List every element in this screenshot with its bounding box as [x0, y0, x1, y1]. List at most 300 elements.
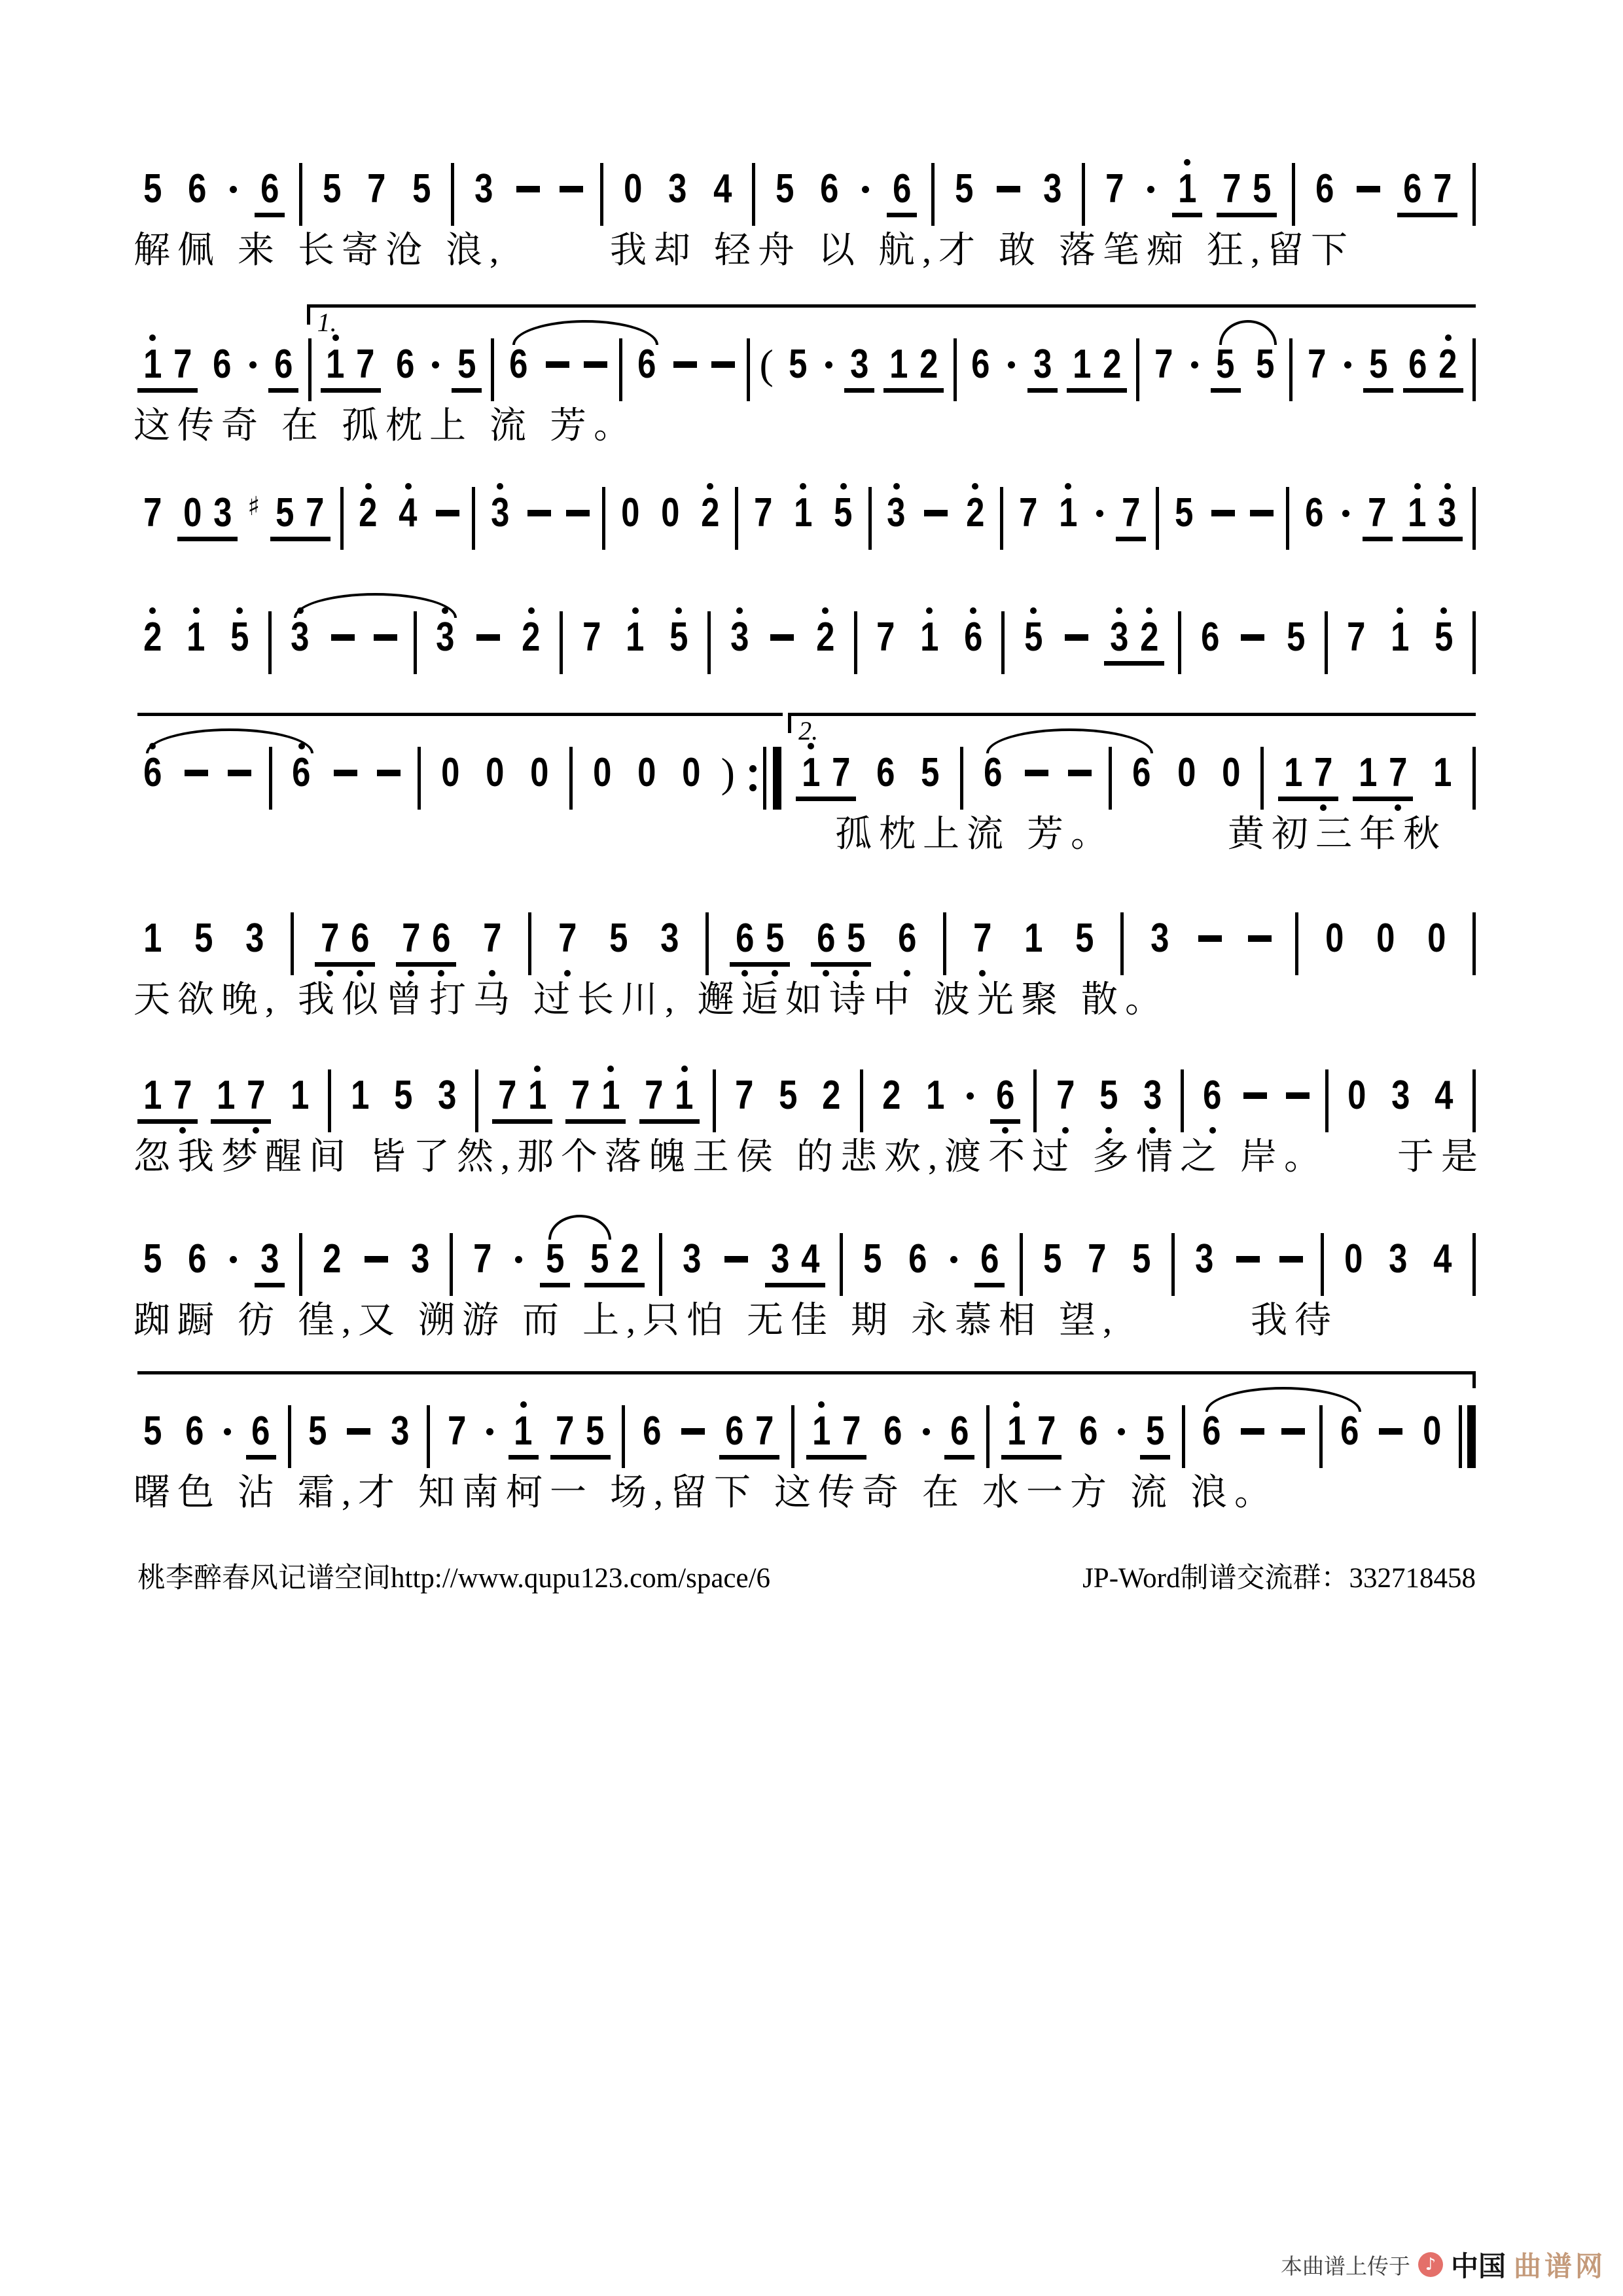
barline	[1136, 329, 1139, 401]
note-number: 1	[812, 1408, 830, 1454]
lyrics-row-6: 天欲晚, 我似曾打马 过长川, 邂逅如诗中 波光聚 散。	[134, 980, 1169, 1020]
octave-dot-below	[1207, 666, 1213, 682]
octave-dot-below	[972, 542, 978, 558]
octave-dot-above	[329, 1224, 335, 1236]
octave-dot-above	[417, 1224, 423, 1236]
note-number: 0	[661, 490, 680, 535]
note-number: 6	[350, 916, 370, 961]
note-digit	[345, 903, 375, 983]
octave-dot-above	[504, 1060, 510, 1072]
octave-dot-above	[979, 903, 986, 915]
octave-dot-above	[643, 738, 650, 749]
duration-dash	[722, 1236, 751, 1283]
octave-dot-above	[194, 154, 200, 166]
beamed-note-group	[730, 903, 790, 983]
beam-underline	[1217, 213, 1247, 217]
volta-1-bracket	[307, 304, 1476, 337]
note-number: 6	[251, 1408, 270, 1454]
beam-underline	[522, 1119, 552, 1124]
beam-underline	[432, 1119, 462, 1124]
note	[1037, 1224, 1067, 1304]
note-number: 5	[1024, 615, 1043, 660]
beamed-note-group	[1217, 154, 1277, 234]
octave-dot-above	[1109, 329, 1115, 341]
note-digit	[435, 738, 465, 817]
note-number: 2	[1140, 615, 1159, 660]
octave-dot-below	[1397, 666, 1403, 682]
barline	[931, 154, 935, 226]
note-number: 0	[1422, 1408, 1441, 1454]
note-digit	[826, 738, 856, 817]
note-number: 5	[669, 615, 688, 660]
note	[1137, 1060, 1168, 1140]
octave-dot-above	[1433, 903, 1440, 915]
note-digit	[654, 903, 685, 983]
note-digit	[246, 1396, 276, 1476]
octave-dot-above	[1320, 738, 1327, 749]
duration-dash	[1277, 1236, 1306, 1283]
note-digit	[182, 1224, 212, 1304]
beam-underline	[1433, 388, 1463, 393]
beam-underline	[1069, 962, 1099, 967]
beam-underline	[615, 537, 645, 542]
octave-dot-above	[405, 478, 412, 490]
octave-dot-above	[223, 1060, 229, 1072]
note-number: 5	[1099, 1073, 1118, 1118]
note-digit	[724, 602, 755, 682]
note	[1383, 1224, 1413, 1304]
note-digit	[390, 329, 420, 409]
augmentation-dot	[227, 166, 240, 213]
note-digit	[177, 478, 207, 558]
octave-dot-above	[956, 1396, 963, 1408]
octave-dot-above	[444, 1060, 450, 1072]
beam-underline	[760, 962, 790, 967]
beamed-note-group	[796, 738, 856, 817]
note-digit	[773, 1060, 803, 1140]
note-number: 5	[194, 916, 213, 961]
note-number: 2	[882, 1073, 901, 1118]
octave-dot-above	[736, 602, 743, 614]
note-digit	[1342, 602, 1372, 682]
note-number: 6	[1403, 166, 1422, 211]
note	[1027, 329, 1058, 409]
note-number: 5	[609, 916, 628, 961]
note-number: 3	[887, 490, 906, 535]
note-digit	[485, 478, 515, 558]
octave-dot-above	[890, 1396, 897, 1408]
beam-underline	[1402, 537, 1433, 541]
note-digit	[405, 1224, 435, 1304]
beamed-note-group	[1402, 478, 1463, 558]
beam-underline	[137, 1119, 168, 1124]
barline	[1171, 1224, 1175, 1296]
note-number: 6	[188, 1236, 207, 1282]
note-number: 0	[183, 490, 202, 535]
note-number: 1	[1433, 750, 1452, 795]
beamed-note-group	[811, 903, 871, 983]
augmentation-dot	[947, 1236, 960, 1283]
note-number: 5	[863, 1236, 882, 1282]
barline	[1472, 154, 1476, 226]
note-digit	[1342, 1060, 1372, 1140]
barline	[1472, 329, 1476, 401]
beam-underline	[1137, 1119, 1168, 1124]
note-number: 5	[457, 342, 476, 387]
note-number: 6	[735, 916, 755, 961]
note-number: 3	[660, 916, 679, 961]
octave-dot-below	[1025, 542, 1031, 558]
beam-underline	[1104, 661, 1134, 666]
note-number: 7	[1368, 490, 1387, 535]
octave-dot-below	[840, 542, 847, 558]
octave-dot-below	[219, 542, 226, 558]
sharp-icon: ♯	[247, 492, 260, 522]
note-digit	[1363, 478, 1393, 558]
octave-dot-above	[1013, 1396, 1020, 1408]
note-digit	[522, 1060, 552, 1140]
barline	[569, 738, 573, 810]
beam-underline	[177, 537, 207, 541]
note	[654, 903, 685, 983]
note-digit	[1353, 738, 1383, 817]
octave-dot-above	[599, 738, 605, 749]
beam-underline	[430, 661, 460, 666]
note-digit	[207, 329, 237, 409]
note-number: 6	[1340, 1408, 1359, 1454]
duration-dash	[679, 1408, 707, 1455]
note-number: 5	[545, 1236, 564, 1282]
beam-underline	[637, 1455, 667, 1460]
note-number: 5	[276, 490, 294, 535]
octave-dot-above	[856, 329, 863, 341]
octave-dot-below	[588, 666, 595, 682]
note	[902, 1224, 933, 1304]
note-number: 5	[1043, 1236, 1061, 1282]
parenthesis: )	[721, 749, 735, 796]
note	[405, 1224, 435, 1304]
note	[887, 154, 917, 234]
octave-dot-above	[632, 602, 639, 614]
octave-dot-above	[675, 602, 682, 614]
octave-dot-below	[736, 666, 743, 682]
beam-underline	[393, 537, 423, 542]
note-digit	[637, 1396, 667, 1476]
note-digit	[345, 1060, 375, 1140]
octave-dot-above	[408, 903, 414, 915]
duration-dash	[921, 490, 950, 537]
note-digit	[224, 602, 255, 682]
note-number: 0	[486, 750, 505, 795]
beam-underline	[841, 962, 871, 967]
note-number: 6	[1203, 1073, 1222, 1118]
note	[240, 903, 270, 983]
note-number: 7	[173, 342, 192, 387]
note	[1417, 1396, 1447, 1476]
beamed-note-group	[639, 1060, 700, 1140]
note-number: 5	[955, 166, 974, 211]
note	[1299, 478, 1329, 558]
barline	[986, 1396, 990, 1468]
octave-dot-above	[978, 329, 984, 341]
note-digit	[765, 1224, 795, 1304]
duration-dash	[225, 749, 254, 797]
beam-underline	[1342, 1119, 1372, 1124]
beam-underline	[1385, 1119, 1416, 1124]
note-number: 2	[1438, 342, 1457, 387]
octave-dot-above	[926, 602, 933, 614]
beam-underline	[182, 1283, 212, 1288]
beam-underline	[442, 1455, 472, 1460]
note-digit	[887, 154, 917, 234]
octave-dot-below	[1128, 542, 1134, 558]
octave-dot-above	[681, 1060, 688, 1072]
note-digit	[811, 903, 841, 983]
beam-underline	[664, 661, 694, 666]
note-number: 5	[1132, 1236, 1151, 1282]
octave-dot-above	[914, 1224, 921, 1236]
note-number: 5	[1253, 166, 1272, 211]
beam-underline	[811, 962, 841, 967]
note	[393, 478, 423, 558]
note-digit	[655, 478, 685, 558]
duration-dash	[581, 341, 610, 388]
octave-dot-above	[1382, 903, 1389, 915]
octave-dot-above	[1094, 1224, 1100, 1236]
beam-underline	[405, 1283, 435, 1288]
note-digit	[317, 154, 347, 234]
beam-underline	[815, 213, 845, 218]
beam-underline	[632, 797, 662, 802]
lyrics-row-5: 孤枕上流 芳。 黄初三年秋	[134, 814, 1447, 855]
note-digit	[552, 903, 582, 983]
octave-dot-below	[893, 542, 900, 558]
note-digit	[1027, 329, 1058, 409]
note	[1428, 738, 1458, 817]
beam-underline	[452, 388, 482, 393]
note-number: 3	[1143, 1073, 1162, 1118]
beam-underline	[958, 661, 988, 666]
beam-underline	[639, 1119, 669, 1124]
octave-dot-above	[479, 1224, 486, 1236]
ending-overline-rule	[137, 1371, 1476, 1374]
beamed-note-group	[765, 1224, 825, 1304]
note-number: 0	[530, 750, 549, 795]
note	[882, 478, 912, 558]
octave-dot-above	[818, 1396, 825, 1408]
beam-underline	[181, 661, 211, 666]
octave-dot-below	[1444, 542, 1451, 558]
volta-2-label: 2.	[798, 716, 819, 745]
note-digit	[1338, 1224, 1368, 1304]
beam-underline	[390, 388, 420, 393]
note-digit	[1427, 154, 1457, 234]
barline	[1156, 478, 1159, 550]
octave-dot-above	[314, 1396, 321, 1408]
octave-dot-above	[1030, 903, 1037, 915]
lyrics-row-2: 这传奇 在 孤枕上 流 芳。	[134, 406, 637, 446]
note	[353, 478, 383, 558]
beam-underline	[1037, 213, 1067, 218]
note	[1037, 154, 1067, 234]
watermark-brand-cn: 中国	[1450, 2252, 1506, 2282]
octave-dot-above	[1030, 602, 1037, 614]
note-digit	[1427, 1224, 1457, 1304]
barline	[600, 154, 603, 226]
note-number: 0	[592, 750, 612, 795]
augmentation-dot	[920, 1408, 933, 1455]
beamed-note-group	[492, 1060, 552, 1140]
note	[637, 1396, 667, 1476]
note-digit	[858, 1224, 888, 1304]
note-digit	[516, 602, 546, 682]
note-digit	[677, 1224, 707, 1304]
note-digit	[1116, 478, 1146, 558]
beam-underline	[426, 962, 456, 967]
note-digit	[841, 903, 871, 983]
note	[990, 1060, 1020, 1140]
beam-underline	[550, 1455, 580, 1460]
note-number: 1	[802, 750, 821, 795]
note-digit	[1140, 1396, 1170, 1476]
barline	[707, 602, 711, 674]
note-digit	[990, 1060, 1020, 1140]
duration-dash	[671, 341, 700, 388]
octave-dot-above	[564, 903, 571, 915]
octave-dot-above	[853, 903, 859, 915]
note-digit	[315, 903, 345, 983]
note-number: 4	[399, 490, 418, 535]
note-number: 7	[1154, 342, 1173, 387]
beam-underline	[285, 661, 315, 666]
note-number: 6	[292, 750, 311, 795]
duration-dash	[1022, 749, 1051, 797]
beam-underline	[1281, 661, 1311, 666]
note-number: 7	[173, 1073, 192, 1118]
beam-underline	[1429, 1119, 1459, 1124]
barline	[427, 1396, 430, 1468]
beam-underline	[920, 1119, 950, 1124]
octave-dot-below	[497, 542, 503, 558]
note	[362, 154, 392, 234]
note	[137, 154, 168, 234]
repeat-barline	[749, 738, 781, 810]
beam-underline	[396, 962, 426, 967]
augmentation-dot	[429, 341, 442, 388]
note-number: 7	[582, 615, 601, 660]
octave-dot-below	[297, 666, 304, 682]
note	[452, 329, 482, 409]
note	[1427, 1224, 1457, 1304]
note-number: 6	[980, 1236, 999, 1282]
beamed-note-group	[1001, 1396, 1061, 1476]
octave-dot-above	[1079, 329, 1085, 341]
barline	[1472, 478, 1476, 550]
duration-dash	[1283, 1072, 1312, 1119]
note-number: 7	[1314, 750, 1333, 795]
note-digit	[480, 738, 510, 817]
note	[137, 602, 168, 682]
octave-dot-above	[1049, 154, 1056, 166]
note-number: 1	[217, 1073, 236, 1118]
beam-underline	[525, 797, 555, 802]
note-number: 5	[778, 1073, 798, 1118]
octave-dot-above	[1209, 1060, 1216, 1072]
note-number: 2	[815, 615, 835, 660]
note-digit	[1397, 154, 1427, 234]
octave-dot-below	[760, 542, 766, 558]
beam-underline	[603, 962, 633, 967]
lyrics-row-9: 曙色 沾 霜,才 知南柯一 场,留下 这传奇 在 水一方 流 浪。	[134, 1473, 1278, 1513]
note	[815, 154, 845, 234]
note-number: 6	[260, 166, 279, 211]
note-digit	[302, 1396, 332, 1476]
octave-dot-above	[651, 1060, 658, 1072]
note-digit	[795, 1224, 825, 1304]
octave-dot-above	[489, 903, 495, 915]
note-digit	[719, 1396, 749, 1476]
barline	[713, 1060, 716, 1132]
beam-underline	[1001, 1455, 1031, 1460]
octave-dot-above	[258, 1396, 264, 1408]
note-digit	[525, 738, 555, 817]
beam-underline	[1197, 1455, 1227, 1460]
beam-underline	[844, 388, 874, 393]
octave-dot-below	[1353, 666, 1360, 682]
note-number: 6	[185, 1408, 204, 1454]
beam-underline	[1310, 213, 1340, 218]
beam-underline	[1189, 1283, 1219, 1288]
octave-dot-below	[1146, 666, 1152, 682]
octave-dot-above	[972, 478, 978, 490]
octave-dot-above	[760, 478, 766, 490]
duration-dash	[1065, 749, 1094, 797]
octave-dot-above	[626, 1224, 633, 1236]
duration-dash	[543, 341, 572, 388]
note	[525, 738, 555, 817]
note-digit	[255, 154, 285, 234]
beam-underline	[1421, 962, 1452, 967]
volta-2-bracket	[788, 713, 1476, 745]
beam-underline	[990, 1119, 1020, 1124]
barline	[268, 602, 272, 674]
beam-underline	[1126, 1283, 1156, 1288]
beam-underline	[353, 537, 383, 542]
note-digit	[783, 329, 813, 409]
duration-dash	[768, 614, 796, 661]
note-number: 3	[1391, 1073, 1410, 1118]
note-number: 6	[995, 1073, 1015, 1118]
note-digit	[676, 738, 706, 817]
beam-underline	[978, 797, 1008, 802]
barline	[1472, 903, 1476, 975]
beam-underline	[1171, 797, 1202, 802]
note	[1385, 1060, 1416, 1140]
octave-dot-above	[280, 329, 287, 341]
note-number: 1	[350, 1073, 370, 1118]
note-number: 7	[842, 1408, 861, 1454]
note-number: 5	[143, 1408, 162, 1454]
beamed-note-group	[1104, 602, 1164, 682]
note-digit	[877, 1060, 907, 1140]
beam-underline	[540, 1283, 570, 1287]
note	[137, 903, 168, 983]
beam-underline	[477, 962, 507, 967]
note-digit	[1383, 1224, 1413, 1304]
beam-underline	[676, 797, 706, 802]
system-2	[134, 308, 1476, 483]
note-number: 5	[776, 166, 794, 211]
